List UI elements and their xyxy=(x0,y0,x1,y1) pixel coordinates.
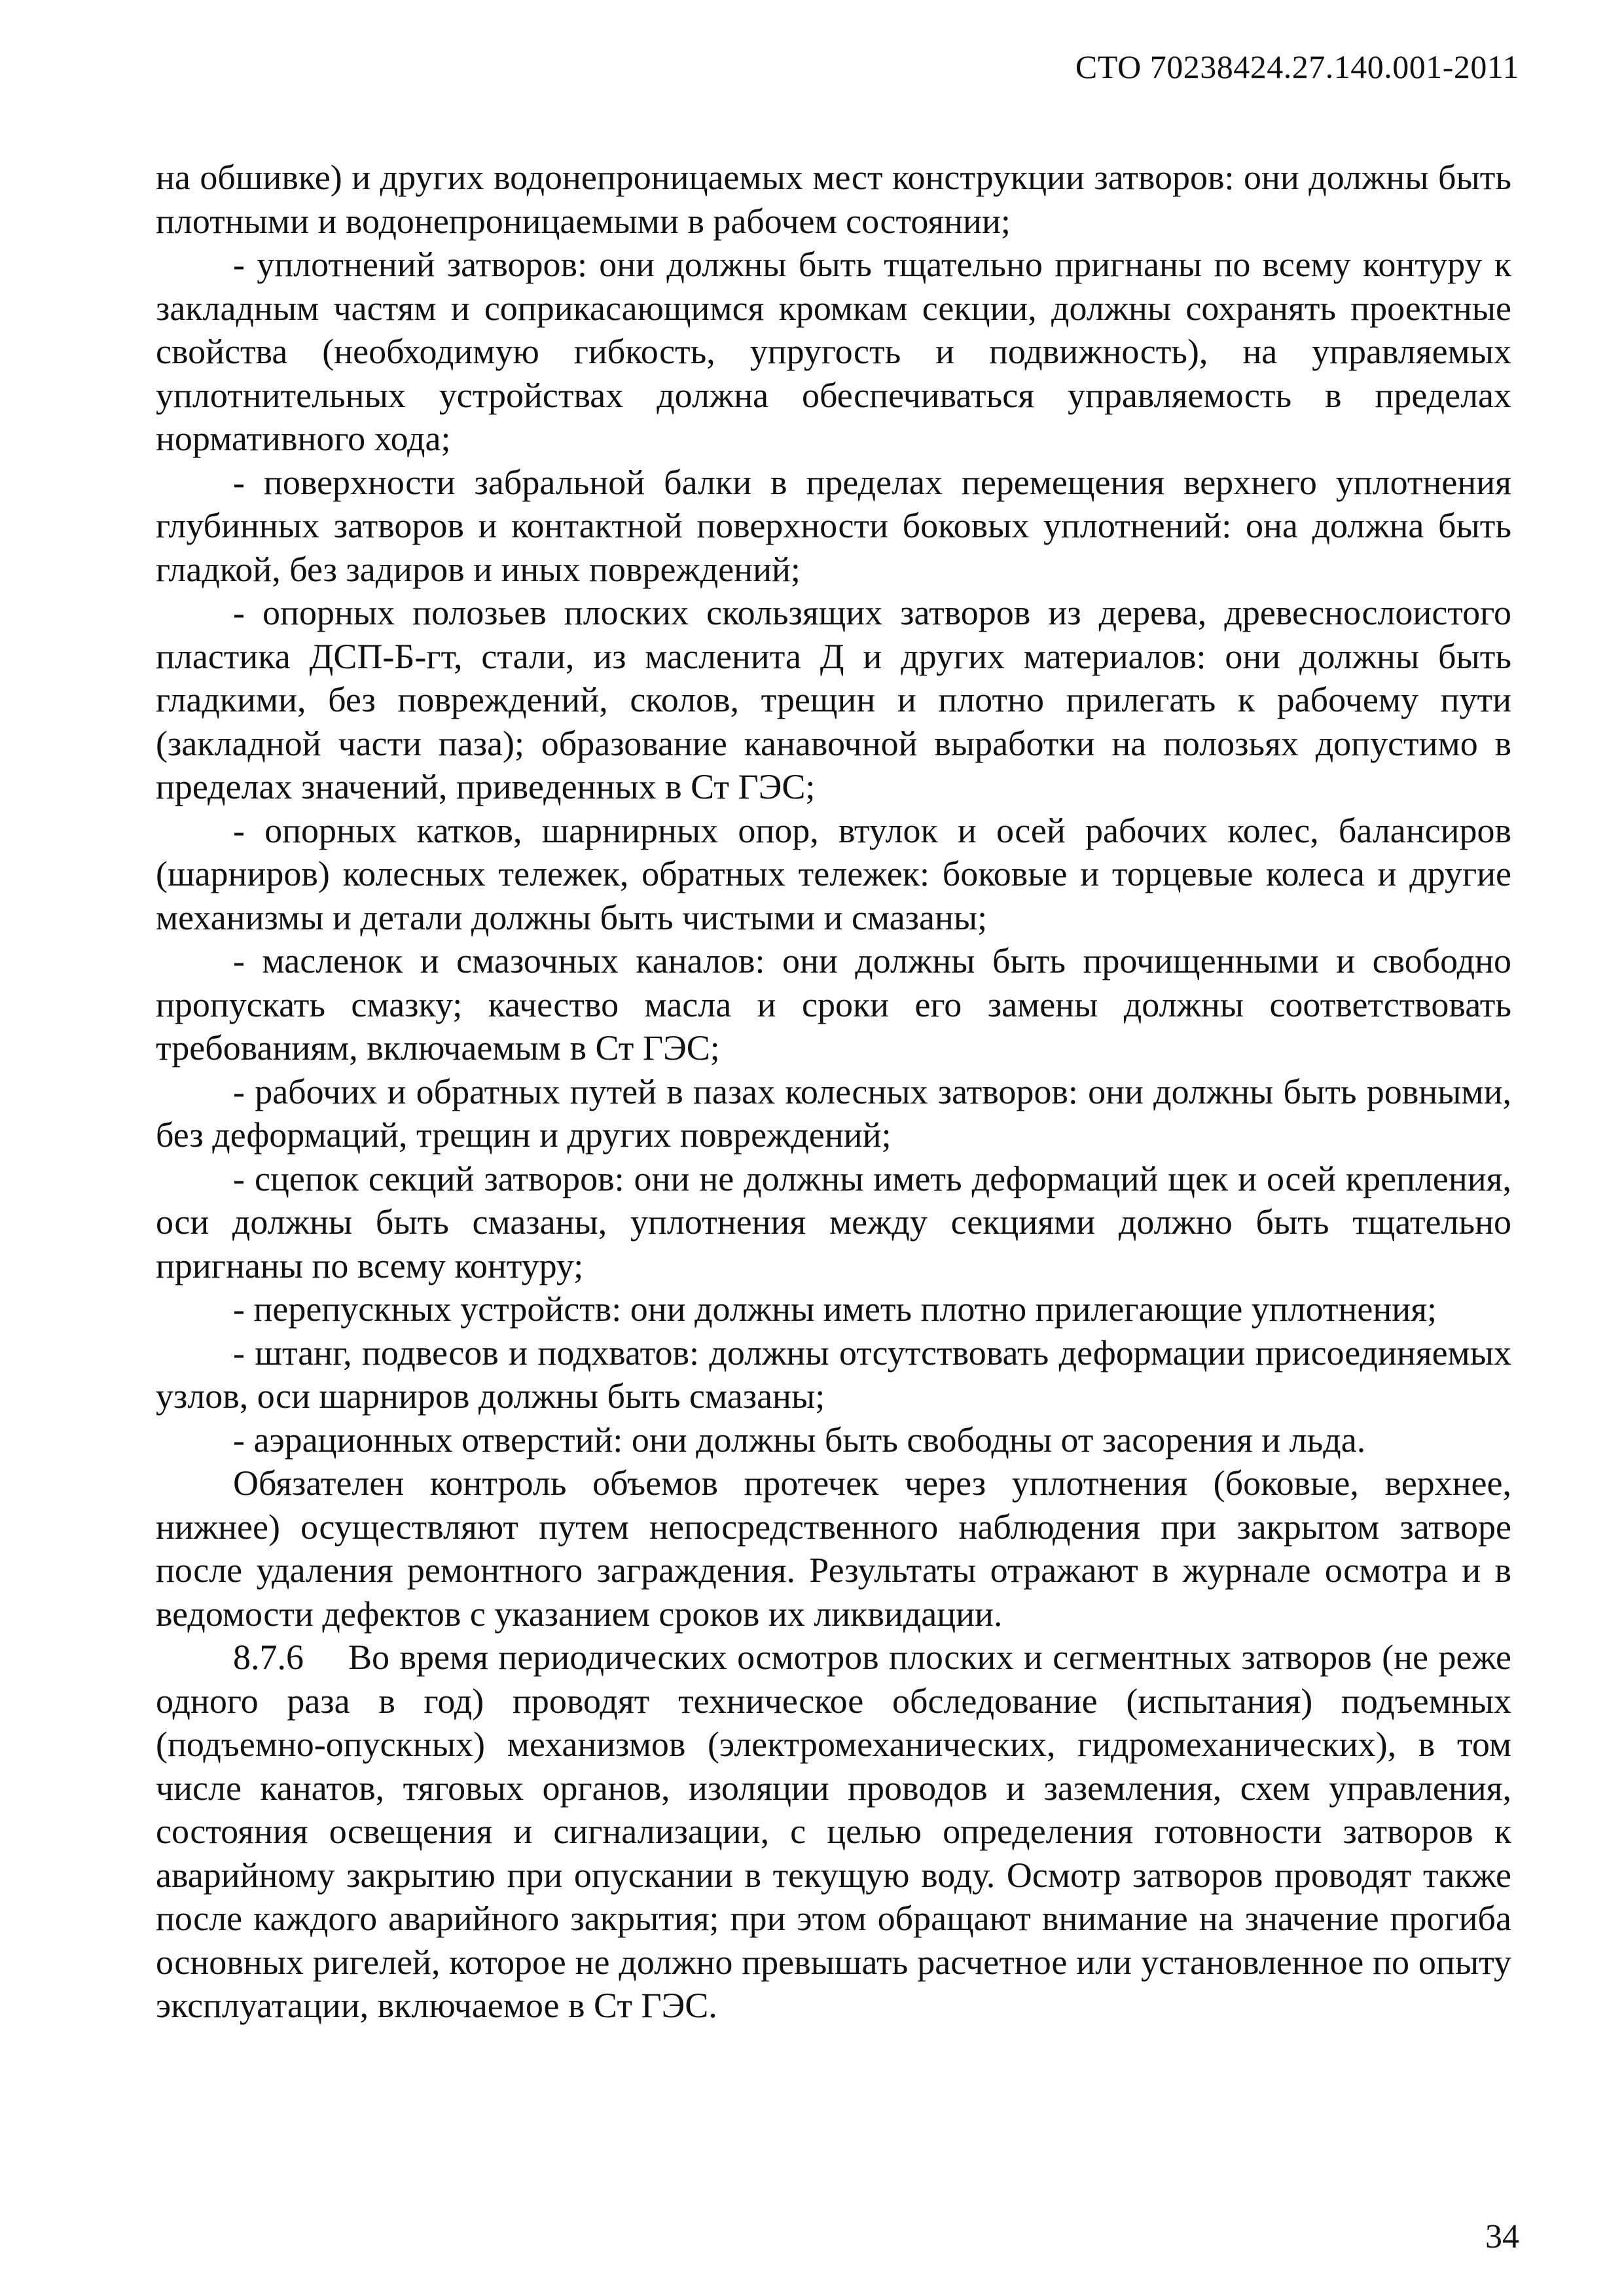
list-item-bypass: - перепускных устройств: они должны иметь плотно прилегающие уплотнения; xyxy=(233,1289,1437,1329)
page-number: 34 xyxy=(1485,2218,1519,2255)
section-number: 8.7.6 xyxy=(233,1638,304,1677)
list-item-breast-beam: - поверхности забральной балки в пределах перемещения верхнего уплотнения глубинных затворов и контактной поверхности боковых уплотнений: она должна быть гладкой, без задиров и иных повреждений; xyxy=(156,462,1511,589)
list-item-aeration: - аэрационных отверстий: они должны быть свободны от засорения и льда. xyxy=(233,1420,1366,1460)
list-item-rods: - штанг, подвесов и подхватов: должны отсутствовать деформации присоединяемых узлов, оси шарниров должны быть смазаны; xyxy=(156,1333,1511,1416)
list-item-sliding-shoes: - опорных полозьев плоских скользящих затворов из дерева, древеснослоистого пластика ДСП-Б-гт, стали, из масленита Д и других материалов: они должны быть гладкими, без повреждений, сколов, трещин и плотно прилегать к рабочему пути (закладной части паза); образование канавочной выработки на полозьях допустимо в пределах значений, приведенных в Ст ГЭС; xyxy=(156,593,1511,806)
list-item-seals: - уплотнений затворов: они должны быть тщательно пригнаны по всему контуру к закладным частям и соприкасающимся кромкам секции, должны сохранять проектные свойства (необходимую гибкость, упругость и подвижность), на управляемых уплотнительных устройствах должна обеспечиваться управляемость в пределах нормативного хода; xyxy=(156,245,1511,458)
list-item-rollers: - опорных катков, шарнирных опор, втулок и осей рабочих колес, балансиров (шарниров) колесных тележек, обратных тележек: боковые и торцевые колеса и другие механизмы и детали должны быть чистыми и смазаны; xyxy=(156,810,1511,937)
document-code-header: СТО 70238424.27.140.001-2011 xyxy=(1075,48,1519,85)
list-item-tracks: - рабочих и обратных путей в пазах колесных затворов: они должны быть ровными, без деформаций, трещин и других повреждений; xyxy=(156,1071,1511,1155)
list-item-couplings: - сцепок секций затворов: они не должны иметь деформаций щек и осей крепления, оси должны быть смазаны, уплотнения между секциями должно быть тщательно пригнаны по всему контуру; xyxy=(156,1158,1511,1285)
section-text: Во время периодических осмотров плоских и сегментных затворов (не реже одного раза в год) проводят техническое обследование (испытания) подъемных (подъемно-опускных) механизмов (электромеханических, гидромеханических), в том числе канатов, тяговых органов, изоляции проводов и заземления, схем управления, состояния освещения и сигнализации, с целью определения готовности затворов к аварийному закрытию при опускании в текущую воду. Осмотр затворов проводят также после каждого аварийного закрытия; при этом обращают внимание на значение прогиба основных ригелей, которое не должно превышать расчетное или установленное по опыту эксплуатации, включаемое в Ст ГЭС. xyxy=(156,1638,1511,2025)
section-8-7-6 xyxy=(156,1636,1511,2028)
paragraph-continuation: на обшивке) и других водонепроницаемых мест конструкции затворов: они должны быть плотными и водонепроницаемыми в рабочем состоянии; xyxy=(156,158,1511,241)
paragraph-leak-control: Обязателен контроль объемов протечек через уплотнения (боковые, верхнее, нижнее) осуществляют путем непосредственного наблюдения при закрытом затворе после удаления ремонтного заграждения. Результаты отражают в журнале осмотра и в ведомости дефектов с указанием сроков их ликвидации. xyxy=(156,1463,1511,1634)
page-body xyxy=(156,156,1511,2028)
list-item-oilers: - масленок и смазочных каналов: они должны быть прочищенными и свободно пропускать смазку; качество масла и сроки его замены должны соответствовать требованиям, включаемым в Ст ГЭС; xyxy=(156,941,1511,1067)
